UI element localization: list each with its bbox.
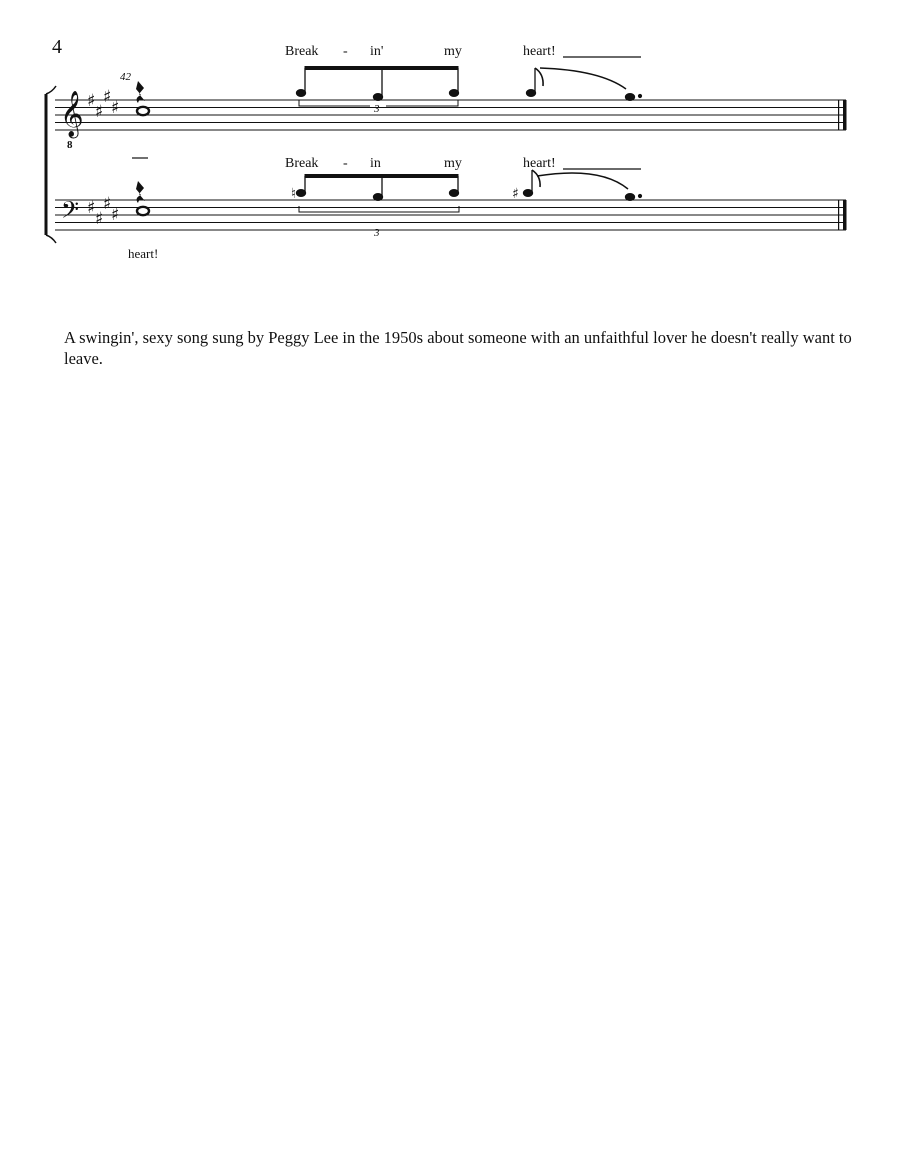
svg-text:♯: ♯ bbox=[111, 98, 120, 118]
upper-lyric-syllable: Break bbox=[285, 44, 319, 59]
svg-text:♯: ♯ bbox=[95, 209, 104, 229]
carryover-lyric: heart! bbox=[128, 246, 159, 261]
system-bracket bbox=[46, 86, 56, 243]
svg-text:♯: ♯ bbox=[103, 194, 112, 214]
svg-text:♮: ♮ bbox=[291, 186, 297, 202]
upper-lyric-syllable: in' bbox=[370, 44, 384, 59]
measure-number: 42 bbox=[120, 71, 131, 83]
lower-lyric-syllable: my bbox=[444, 156, 462, 171]
lower-lyric-syllable: Break bbox=[285, 156, 319, 171]
upper-key-signature bbox=[87, 87, 119, 122]
lower-key-signature bbox=[87, 194, 119, 229]
svg-text:♯: ♯ bbox=[512, 186, 519, 202]
upper-whole-note bbox=[137, 107, 149, 115]
svg-text:♯: ♯ bbox=[87, 198, 96, 218]
lower-lyric-hyphen: - bbox=[343, 156, 348, 171]
lower-lyric-syllable: in bbox=[370, 156, 381, 171]
svg-text:♯: ♯ bbox=[95, 102, 104, 122]
song-description: A swingin', sexy song sung by Peggy Lee in the 1950s about someone with an unfaithful lover he doesn't really want to leave. bbox=[64, 328, 852, 368]
svg-text:♯: ♯ bbox=[87, 91, 96, 111]
upper-tuplet-number: 3 bbox=[374, 103, 380, 115]
upper-lyric-hyphen: - bbox=[343, 44, 348, 59]
upper-lyric-syllable: heart! bbox=[523, 44, 556, 59]
upper-eighth-tied-note bbox=[526, 68, 641, 101]
svg-text:♯: ♯ bbox=[103, 87, 112, 107]
lower-tuplet-number: 3 bbox=[374, 227, 380, 239]
lower-lyric-syllable: heart! bbox=[523, 156, 556, 171]
svg-text:♯: ♯ bbox=[111, 205, 120, 225]
lower-whole-note bbox=[137, 207, 149, 215]
upper-lyric-syllable: my bbox=[444, 44, 462, 59]
treble-clef-icon: 𝄞 bbox=[60, 91, 84, 137]
lower-triplet-group bbox=[291, 174, 459, 212]
upper-quarter-rest-icon bbox=[136, 81, 145, 103]
lower-eighth-tied-note bbox=[512, 170, 642, 202]
lower-staff-lines bbox=[55, 200, 846, 230]
ottava-marking: 8 bbox=[67, 139, 73, 151]
lower-quarter-rest-icon bbox=[136, 181, 145, 203]
bass-clef-icon: 𝄢 bbox=[61, 196, 80, 229]
page-number: 4 bbox=[52, 36, 62, 58]
score-system bbox=[0, 0, 900, 280]
upper-staff-lines bbox=[55, 100, 846, 130]
